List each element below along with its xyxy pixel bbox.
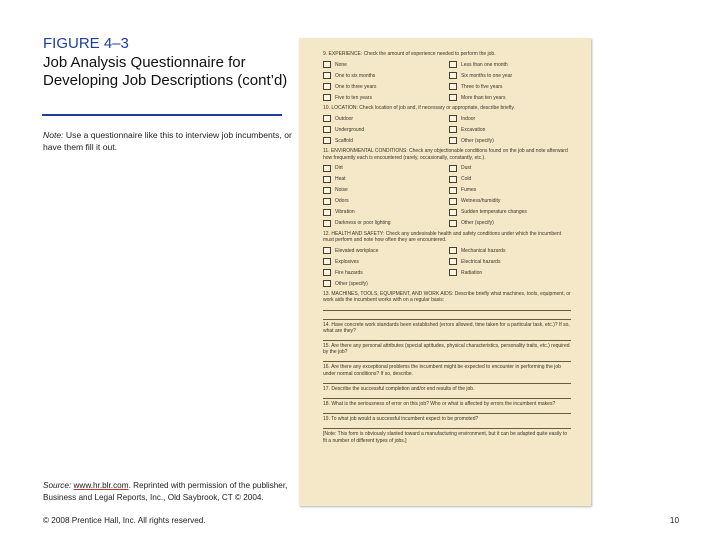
question-work-standards: [323, 322, 571, 341]
checkbox[interactable]: [449, 61, 457, 68]
question-experience: [323, 51, 571, 103]
page-number: 10: [669, 516, 679, 525]
option-label: One to six months: [335, 72, 376, 79]
question-experience-option: [323, 92, 445, 103]
question-environment-option: [449, 196, 571, 207]
checkbox[interactable]: [323, 258, 331, 265]
checkbox[interactable]: [323, 72, 331, 79]
question-seriousness-of-error-text: 18. What is the seriousness of error on this job? Who or what is affected by errors the incumbent makes?: [323, 401, 556, 408]
checkbox[interactable]: [449, 94, 457, 101]
checkbox[interactable]: [323, 198, 331, 205]
option-label: Dirt: [335, 165, 343, 172]
option-label: Other (specify): [461, 220, 494, 227]
question-experience-option: [449, 92, 571, 103]
checkbox[interactable]: [449, 258, 457, 265]
question-health-safety-option: [323, 278, 445, 289]
checkbox[interactable]: [449, 198, 457, 205]
question-environment-options: [323, 163, 571, 229]
option-label: Outdoor: [335, 115, 354, 122]
option-label: Indoor: [461, 115, 476, 122]
option-label: One to three years: [335, 83, 377, 90]
answer-line[interactable]: [323, 313, 571, 320]
checkbox[interactable]: [323, 176, 331, 183]
answer-line[interactable]: [323, 304, 571, 311]
option-label: Cold: [461, 176, 472, 183]
answer-line[interactable]: [323, 392, 571, 399]
question-exceptional-problems: [323, 364, 571, 383]
question-environment-option: [323, 163, 445, 174]
checkbox[interactable]: [449, 176, 457, 183]
question-environment-option: [449, 185, 571, 196]
question-experience-option: [323, 70, 445, 81]
question-environment-option: [323, 174, 445, 185]
question-health-safety-option: [323, 245, 445, 256]
checkbox[interactable]: [323, 280, 331, 287]
option-label: Odors: [335, 198, 349, 205]
question-environment: [323, 148, 571, 228]
question-personal-attributes: [323, 343, 571, 362]
checkbox[interactable]: [449, 187, 457, 194]
title-divider: [42, 114, 282, 116]
question-location-text: 10. LOCATION: Check location of job and, if necessary or appropriate, describe briefly.: [323, 105, 515, 112]
checkbox[interactable]: [449, 269, 457, 276]
slide-title: [43, 35, 293, 91]
option-label: Three to five years: [461, 83, 503, 90]
question-completion: [323, 386, 571, 399]
questionnaire-image: [299, 38, 591, 506]
figure-number: FIGURE 4–3: [43, 35, 129, 52]
source-link[interactable]: www.hr.blr.com: [73, 481, 129, 490]
question-environment-option: [323, 207, 445, 218]
option-label: None: [335, 61, 347, 68]
checkbox[interactable]: [449, 247, 457, 254]
copyright-text: © 2008 Prentice Hall, Inc. All rights reserved.: [43, 516, 206, 525]
option-label: Less than one month: [461, 61, 508, 68]
checkbox[interactable]: [323, 115, 331, 122]
question-exceptional-problems-text: 16. Are there any exceptional problems the incumbent might be expected to encounter in performing the job under normal conditions? If so, describe.: [323, 364, 561, 377]
question-experience-option: [323, 59, 445, 70]
checkbox[interactable]: [449, 83, 457, 90]
option-label: Electrical hazards: [461, 258, 501, 265]
question-location-option: [323, 135, 445, 146]
answer-line[interactable]: [323, 407, 571, 414]
option-label: Wetness/humidity: [461, 198, 501, 205]
option-label: Darkness or poor lighting: [335, 220, 391, 227]
question-health-safety-option: [323, 256, 445, 267]
checkbox[interactable]: [323, 269, 331, 276]
question-health-safety: [323, 231, 571, 289]
checkbox[interactable]: [323, 83, 331, 90]
question-machines: [323, 291, 571, 319]
question-experience-option: [449, 70, 571, 81]
checkbox[interactable]: [323, 165, 331, 172]
option-label: Vibration: [335, 209, 355, 216]
question-environment-text: 11. ENVIRONMENTAL CONDITIONS: Check any objectionable conditions found on the job and note afterward how frequently each is encountered (rarely, occasionally, constantly, etc.).: [323, 148, 568, 161]
question-environment-option: [323, 218, 445, 229]
option-label: Elevated workplace: [335, 247, 379, 254]
checkbox[interactable]: [449, 72, 457, 79]
question-location-option: [449, 124, 571, 135]
question-environment-option: [449, 207, 571, 218]
question-environment-option: [449, 218, 571, 229]
checkbox[interactable]: [449, 209, 457, 216]
checkbox[interactable]: [323, 94, 331, 101]
checkbox[interactable]: [323, 220, 331, 227]
question-location-option: [323, 113, 445, 124]
closing-note: [Note: This form is obviously slanted toward a manufacturing environment, but it can be adapted quite easily to fit a number of different types of jobs.]: [323, 431, 568, 444]
option-label: Six months to one year: [461, 72, 513, 79]
question-experience-option: [449, 81, 571, 92]
checkbox[interactable]: [323, 187, 331, 194]
option-label: Heat: [335, 176, 346, 183]
question-completion-text: 17. Describe the successful completion and/or end results of the job.: [323, 385, 475, 392]
checkbox[interactable]: [449, 115, 457, 122]
option-label: Other (specify): [335, 280, 368, 287]
option-label: Excavation: [461, 126, 486, 133]
option-label: Explosives: [335, 258, 359, 265]
source-label: Source:: [43, 481, 72, 490]
answer-line[interactable]: [323, 422, 571, 429]
checkbox[interactable]: [449, 137, 457, 144]
question-health-safety-text: 12. HEALTH AND SAFETY: Check any undesirable health and safety conditions under which the incumbent must perform and note how often they are encountered.: [323, 230, 562, 244]
question-location-option: [323, 124, 445, 135]
option-label: Scaffold: [335, 137, 353, 144]
question-location: [323, 105, 571, 146]
checkbox[interactable]: [323, 61, 331, 68]
source-body: . Reprinted with permission of the publisher, Business and Legal Reports, Inc., Old Saybrook, CT © 2004.: [43, 481, 288, 502]
option-label: Fumes: [461, 187, 477, 194]
checkbox[interactable]: [323, 126, 331, 133]
option-label: Sudden temperature changes: [461, 209, 527, 216]
checkbox[interactable]: [323, 247, 331, 254]
checkbox[interactable]: [323, 209, 331, 216]
question-promotion: [323, 416, 571, 429]
question-health-safety-options: [323, 245, 571, 289]
checkbox[interactable]: [449, 220, 457, 227]
option-label: More than ten years: [461, 94, 506, 101]
question-experience-text: 9. EXPERIENCE: Check the amount of experience needed to perform the job.: [323, 51, 496, 57]
question-experience-option: [449, 59, 571, 70]
option-label: Dust: [461, 165, 472, 172]
question-location-option: [449, 113, 571, 124]
question-environment-option: [449, 174, 571, 185]
option-label: Underground: [335, 126, 365, 133]
question-health-safety-option: [449, 267, 571, 278]
question-machines-text: 13. MACHINES, TOOLS, EQUIPMENT, AND WORK AIDS: Describe briefly what machines, tools, equipment, or work aids the incumbent works with on a regular basis:: [323, 291, 571, 304]
question-work-standards-text: 14. Have concrete work standards been established (errors allowed, time taken for a particular task, etc.)? If so, what are they?: [323, 321, 570, 334]
option-label: Other (specify): [461, 137, 494, 144]
question-location-options: [323, 113, 571, 146]
option-label: Noise: [335, 187, 348, 194]
note-text: [43, 129, 293, 153]
option-label: Radiation: [461, 269, 483, 276]
question-environment-option: [323, 196, 445, 207]
answer-line[interactable]: [323, 334, 571, 341]
checkbox[interactable]: [449, 165, 457, 172]
source-citation: [43, 480, 293, 503]
question-health-safety-option: [449, 256, 571, 267]
checkbox[interactable]: [323, 137, 331, 144]
question-health-safety-option: [449, 245, 571, 256]
option-label: Five to ten years: [335, 94, 372, 101]
answer-line[interactable]: [323, 377, 571, 384]
question-environment-option: [449, 163, 571, 174]
option-label: Fire hazards: [335, 269, 363, 276]
note-body: Use a questionnaire like this to interview job incumbents, or have them fill it out.: [43, 130, 292, 152]
note-label: Note:: [43, 130, 64, 140]
question-personal-attributes-text: 15. Are there any personal attributes (special aptitudes, physical characteristics, personality traits, etc.) required by the job?: [323, 343, 570, 356]
question-health-safety-option: [323, 267, 445, 278]
question-experience-options: [323, 59, 571, 103]
answer-line[interactable]: [323, 355, 571, 362]
question-promotion-text: 19. To what job would a successful incumbent expect to be promoted?: [323, 416, 479, 423]
question-location-option: [449, 135, 571, 146]
checkbox[interactable]: [449, 126, 457, 133]
question-experience-option: [323, 81, 445, 92]
question-seriousness-of-error: [323, 401, 571, 414]
figure-title: Job Analysis Questionnaire for Developing Job Descriptions (cont’d): [43, 53, 288, 89]
question-environment-option: [323, 185, 445, 196]
option-label: Mechanical hazards: [461, 247, 506, 254]
